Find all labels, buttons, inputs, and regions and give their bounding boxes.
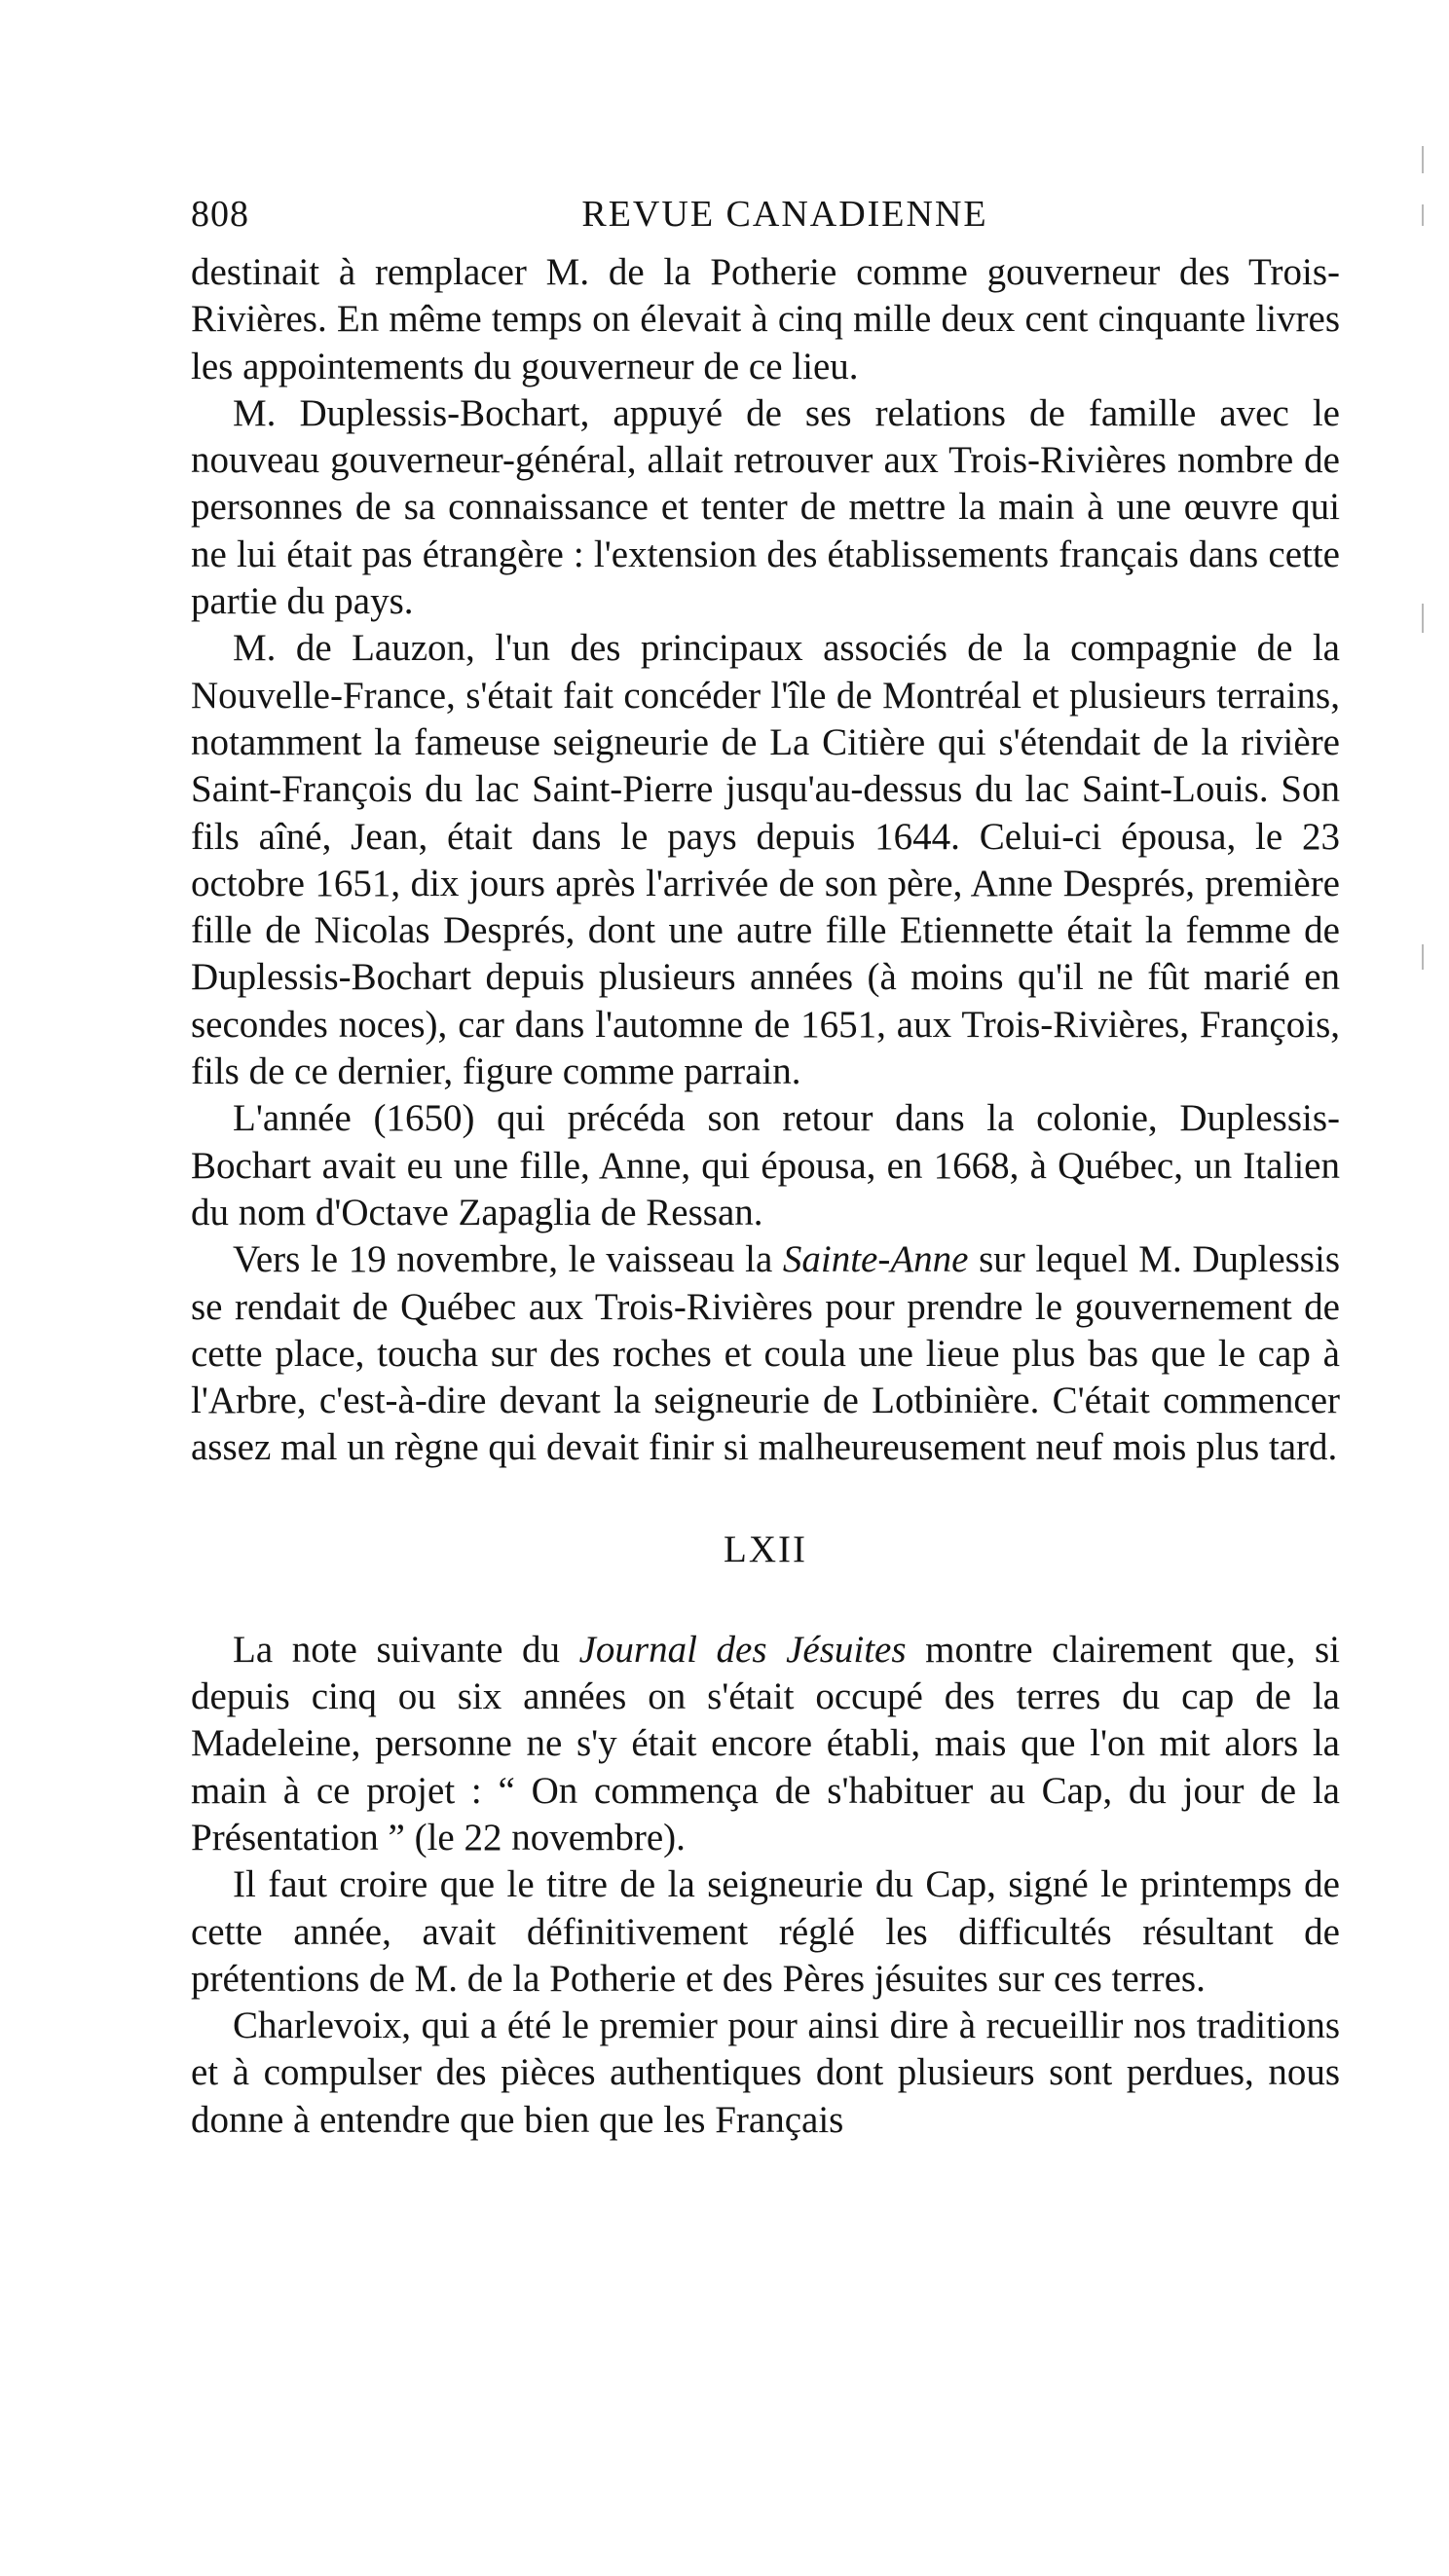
text-after-section	[191, 1627, 1340, 2144]
page-number: 808	[191, 194, 249, 235]
page-edge-marks	[1422, 146, 1431, 1022]
paragraph	[191, 390, 1340, 625]
paragraph-text: destinait à remplacer M. de la Potherie comme gouverneur des Trois-Rivières. En même temps on élevait à cinq mille deux cent cinquante livres les appointements du gouverneur de ce lieu.	[191, 251, 1340, 387]
paragraph	[191, 1627, 1340, 1861]
paragraph	[191, 1861, 1340, 2003]
paragraph-text: L'année (1650) qui précéda son retour dans la colonie, Duplessis-Bochart avait eu une fille, Anne, qui épousa, en 1668, à Québec, un Italien du nom d'Octave Zapaglia de Ressan.	[191, 1097, 1340, 1233]
paragraph	[191, 2003, 1340, 2144]
paragraph-text: La note suivante du	[233, 1628, 579, 1671]
paragraph	[191, 625, 1340, 1095]
paragraph	[191, 1095, 1340, 1236]
paragraph-text: M. de Lauzon, l'un des principaux associés de la compagnie de la Nouvelle-France, s'était fait concéder l'île de Montréal et plusieurs terrains, notamment la fameuse seigneurie de La Citière qui s'étendait de la rivière Saint-François du lac Saint-Pierre jusqu'au-dessus du lac Saint-Louis. Son fils aîné, Jean, était dans le pays depuis 1644. Celui-ci épousa, le 23 octobre 1651, dix jours après l'arrivée de son père, Anne Després, première fille de Nicolas Després, dont une autre fille Etiennette était la femme de Duplessis-Bochart depuis plusieurs années (à moins qu'il ne fût marié en secondes noces), car dans l'automne de 1651, aux Trois-Rivières, François, fils de ce dernier, figure comme parrain.	[191, 627, 1340, 1093]
paragraph-text: montre clairement que, si depuis cinq ou six années on s'était occupé des terres du cap de la Madeleine, personne ne s'y était encore établi, mais que l'on mit alors la main à ce projet : “ On commença de s'habituer au Cap, du jour de la Présentation ” (le 22 novembre).	[191, 1628, 1340, 1858]
italic-title: Sainte-Anne	[782, 1238, 969, 1281]
section-heading: LXII	[724, 1527, 807, 1570]
paragraph	[191, 249, 1340, 390]
body-text	[191, 249, 1340, 2144]
running-title: REVUE CANADIENNE	[581, 194, 988, 235]
paragraph-text: M. Duplessis-Bochart, appuyé de ses relations de famille avec le nouveau gouverneur-général, allait retrouver aux Trois-Rivières nombre de personnes de sa connaissance et tenter de mettre la main à une œuvre qui ne lui était pas étrangère : l'extension des établissements français dans cette partie du pays.	[191, 391, 1340, 623]
italic-title: Journal des Jésuites	[578, 1628, 907, 1671]
paragraph-text: Il faut croire que le titre de la seigneurie du Cap, signé le printemps de cette année, avait définitivement réglé les difficultés résultant de prétentions de M. de la Potherie et des Pères jésuites sur ces terres.	[191, 1863, 1340, 2000]
paragraph-text: Charlevoix, qui a été le premier pour ainsi dire à recueillir nos traditions et à compulser des pièces authentiques dont plusieurs sont perdues, nous donne à entendre que bien que les Français	[191, 2005, 1340, 2141]
paragraph-text: Vers le 19 novembre, le vaisseau la	[233, 1238, 783, 1281]
book-page	[191, 181, 1340, 2144]
paragraph	[191, 1236, 1340, 1471]
paragraph-text: sur lequel M. Duplessis se rendait de Québec aux Trois-Rivières pour prendre le gouvernement de cette place, toucha sur des roches et coula une lieue plus bas que le cap à l'Arbre, c'est-à-dire devant la seigneurie de Lotbinière. C'était commencer assez mal un règne qui devait finir si malheureusement neuf mois plus tard.	[191, 1238, 1340, 1469]
page-header	[191, 181, 1340, 239]
text-before-section	[191, 249, 1340, 1472]
